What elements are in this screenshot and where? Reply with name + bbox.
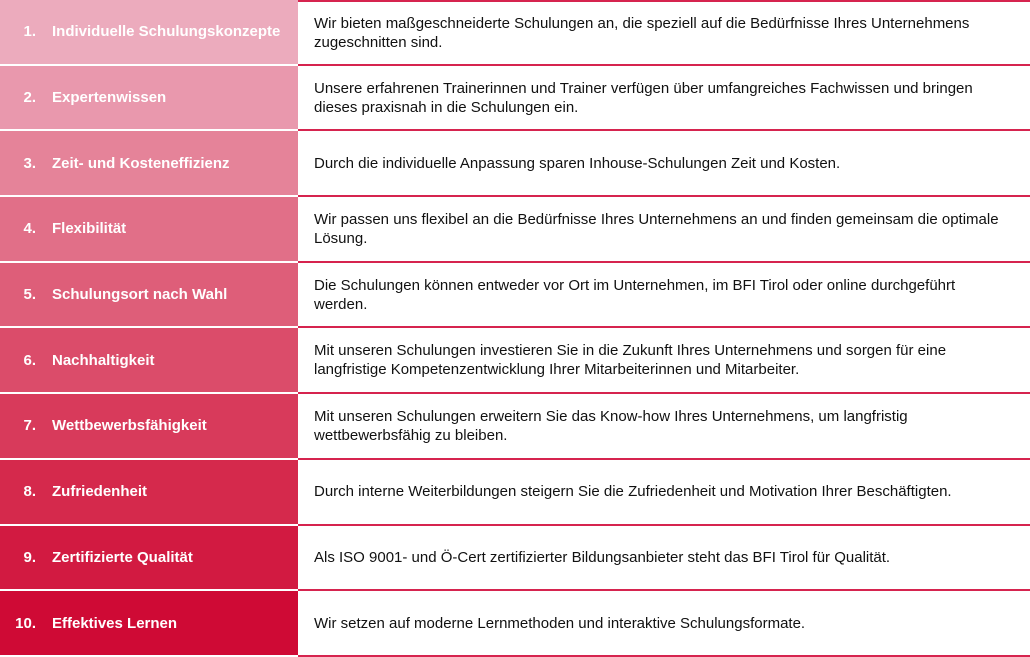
row-number: 8. <box>23 483 36 501</box>
row-title: Zertifizierte Qualität <box>52 548 193 566</box>
row-number: 3. <box>23 154 36 172</box>
row-header <box>0 131 298 197</box>
table-row <box>0 197 1030 263</box>
row-header <box>0 0 298 66</box>
row-title: Nachhaltigkeit <box>52 351 155 369</box>
table-row <box>0 131 1030 197</box>
row-description: Unsere erfahrenen Trainerinnen und Trainer verfügen über umfangreiches Fachwissen und bringen dieses praxisnah in die Schulungen ein. <box>298 66 1030 132</box>
row-description: Mit unseren Schulungen erweitern Sie das Know-how Ihres Unternehmens, um langfristig wettbewerbsfähig zu bleiben. <box>298 394 1030 460</box>
row-title: Expertenwissen <box>52 89 167 107</box>
row-header <box>0 66 298 132</box>
row-number: 10. <box>15 614 36 632</box>
row-description: Als ISO 9001- und Ö-Cert zertifizierter Bildungsanbieter steht das BFI Tirol für Qualität. <box>298 526 1030 592</box>
row-number: 9. <box>23 548 36 566</box>
row-title: Individuelle Schulungskonzepte <box>52 23 281 41</box>
row-title: Flexibilität <box>52 220 127 238</box>
table-row <box>0 591 1030 657</box>
row-header <box>0 591 298 657</box>
row-header <box>0 197 298 263</box>
row-description: Wir passen uns flexibel an die Bedürfnisse Ihres Unternehmens an und finden gemeinsam die optimale Lösung. <box>298 197 1030 263</box>
row-header <box>0 460 298 526</box>
row-title: Schulungsort nach Wahl <box>52 286 228 304</box>
table-row <box>0 0 1030 66</box>
row-description: Mit unseren Schulungen investieren Sie in die Zukunft Ihres Unternehmens und sorgen für eine langfristige Kompetenzentwicklung Ihrer Mitarbeiterinnen und Mitarbeiter. <box>298 328 1030 394</box>
table-row <box>0 394 1030 460</box>
table-row <box>0 460 1030 526</box>
table-row <box>0 526 1030 592</box>
row-number: 6. <box>23 351 36 369</box>
row-description: Wir setzen auf moderne Lernmethoden und interaktive Schulungsformate. <box>298 591 1030 657</box>
row-header <box>0 263 298 329</box>
row-number: 1. <box>23 23 36 41</box>
row-header <box>0 394 298 460</box>
row-description: Die Schulungen können entweder vor Ort im Unternehmen, im BFI Tirol oder online durchgeführt werden. <box>298 263 1030 329</box>
row-title: Zufriedenheit <box>52 483 148 501</box>
row-title: Wettbewerbsfähigkeit <box>52 417 207 435</box>
row-title: Effektives Lernen <box>52 614 178 632</box>
row-description: Wir bieten maßgeschneiderte Schulungen an, die speziell auf die Bedürfnisse Ihres Unternehmens zugeschnitten sind. <box>298 0 1030 66</box>
row-number: 4. <box>23 220 36 238</box>
row-title: Zeit- und Kosteneffizienz <box>52 154 230 172</box>
row-number: 5. <box>23 286 36 304</box>
row-header <box>0 328 298 394</box>
row-header <box>0 526 298 592</box>
row-description: Durch die individuelle Anpassung sparen Inhouse-Schulungen Zeit und Kosten. <box>298 131 1030 197</box>
row-number: 2. <box>23 89 36 107</box>
table-row <box>0 328 1030 394</box>
row-description: Durch interne Weiterbildungen steigern Sie die Zufriedenheit und Motivation Ihrer Beschäftigten. <box>298 460 1030 526</box>
table-row <box>0 263 1030 329</box>
row-number: 7. <box>23 417 36 435</box>
table-row <box>0 66 1030 132</box>
